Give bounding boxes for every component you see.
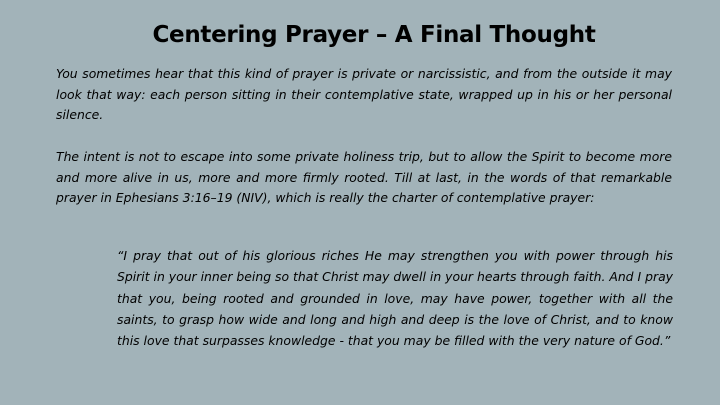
scripture-quote: “I pray that out of his glorious riches He may strengthen you with power through his Spirit in your inner being so that Christ may dwell in your hearts through faith. And I pray that you, being rooted and grounded in love, may have power, together with all the saints, to grasp how wide and long and high and deep is the love of Christ, and to know this love that surpasses knowledge - that you may be filled with the very nature of God.” <box>117 248 673 349</box>
body-paragraph-2: The intent is not to escape into some private holiness trip, but to allow the Spirit to become more and more alive in us, more and more firmly rooted. Till at last, in the words of that remarkable prayer in Ephesians 3:16–19 (NIV), which is really the charter of contemplative prayer: <box>56 149 672 206</box>
slide-title: Centering Prayer – A Final Thought <box>152 22 596 48</box>
body-paragraph-1: You sometimes hear that this kind of prayer is private or narcissistic, and from the outside it may look that way: each person sitting in their contemplative state, wrapped up in his or her personal silence. <box>56 66 672 123</box>
